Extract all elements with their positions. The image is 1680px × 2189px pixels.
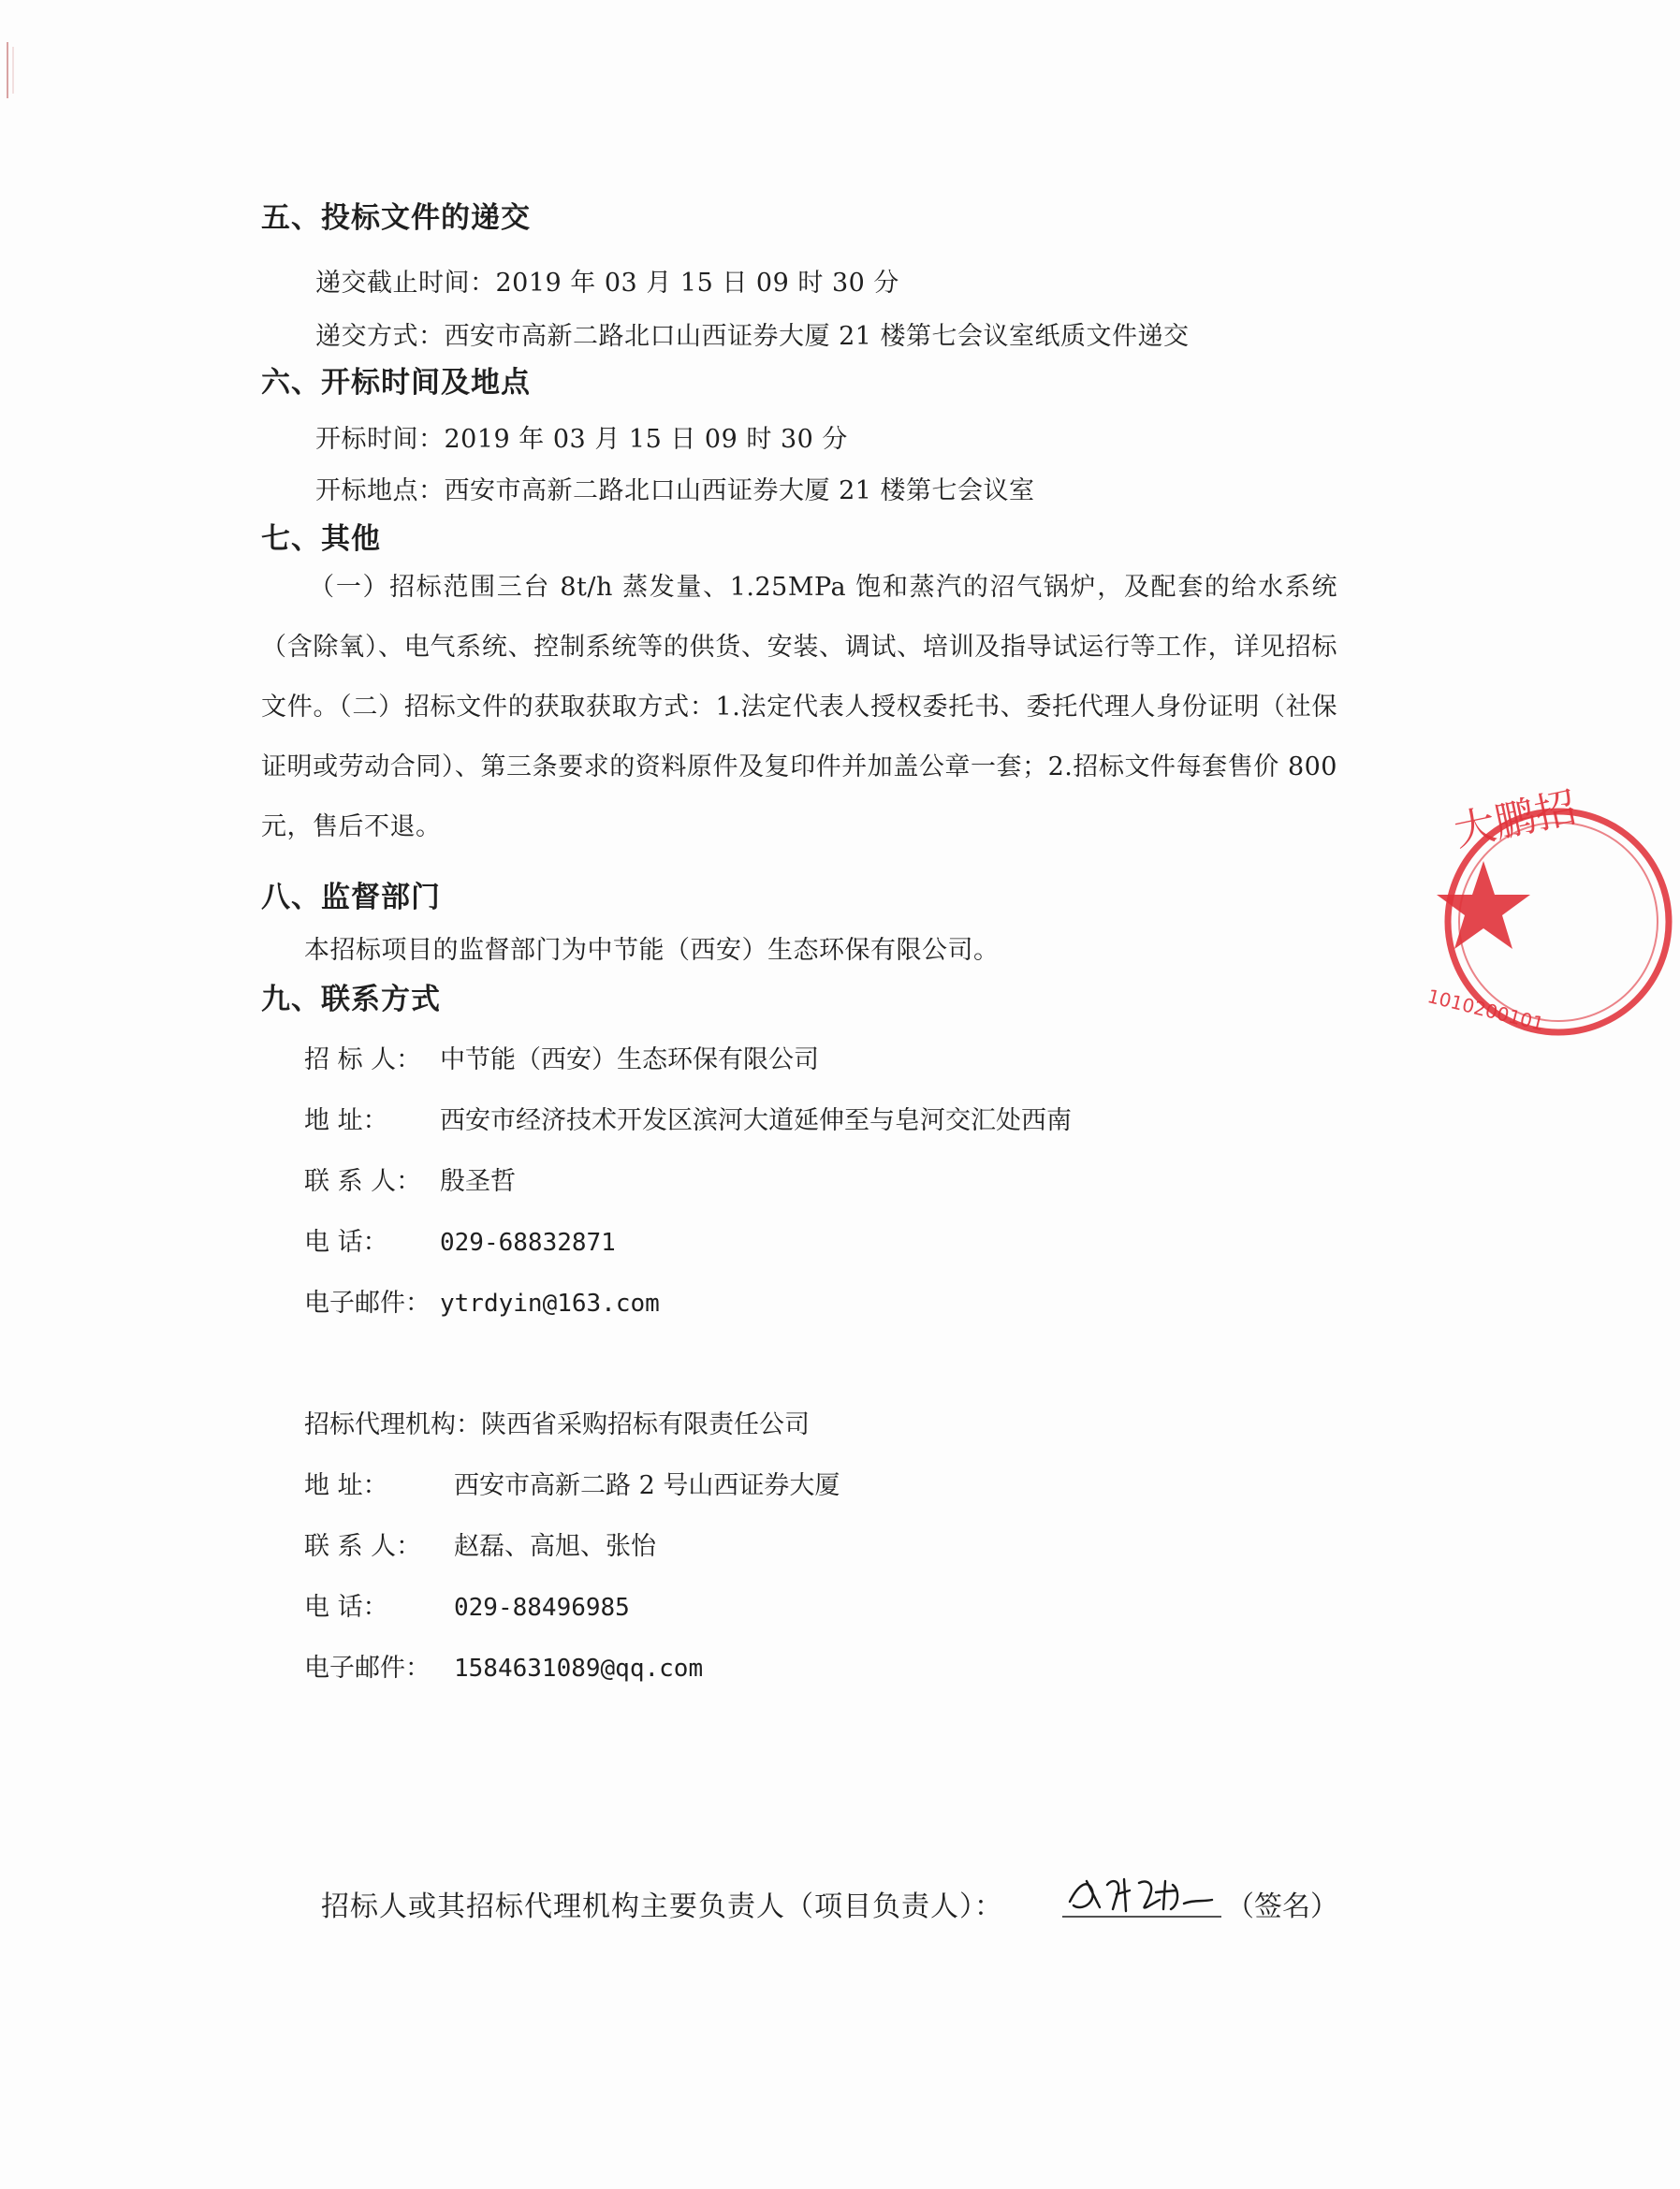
handwritten-signature (1062, 1862, 1221, 1928)
tenderer-address-row (304, 1100, 1072, 1136)
agency-contact-label: 联 系 人： (304, 1532, 422, 1561)
tenderer-contact: 殷圣哲 (440, 1167, 516, 1196)
agency-email-label: 电子邮件： (304, 1654, 431, 1683)
opening-time: 开标时间：2019 年 03 月 15 日 09 时 30 分 (315, 425, 848, 454)
agency-address: 西安市高新二路 2 号山西证券大厦 (454, 1471, 840, 1500)
tenderer-name: 中节能（西安）生态环保有限公司 (440, 1045, 819, 1074)
opening-place: 开标地点：西安市高新二路北口山西证券大厦 21 楼第七会议室 (315, 476, 1035, 505)
agency-contact-row (304, 1525, 656, 1562)
agency-email-row (304, 1647, 703, 1684)
submission-deadline: 递交截止时间：2019 年 03 月 15 日 09 时 30 分 (315, 269, 899, 298)
tenderer-contact-row (304, 1160, 516, 1197)
tenderer-phone-label: 电 话： (304, 1228, 388, 1257)
submission-method: 递交方式：西安市高新二路北口山西证券大厦 21 楼第七会议室纸质文件递交 (315, 322, 1190, 351)
section-5-title: 五、投标文件的递交 (261, 201, 531, 235)
tenderer-email-row (304, 1282, 660, 1319)
section-8-title: 八、监督部门 (261, 881, 441, 914)
section-7-title: 七、其他 (261, 522, 381, 556)
tenderer-name-label: 招 标 人： (304, 1045, 422, 1074)
section-7-text: （一）招标范围三台 8t/h 蒸发量、1.25MPa 饱和蒸汽的沼气锅炉，及配套的给水系统（含除氧）、电气系统、控制系统等的供货、安装、调试、培训及指导试运行等工作，详见招标文件。（二）招标文件的获取获取方式：1.法定代表人授权委托书、委托代理人身份证明（社保证明或劳动合同）、第三条要求的资料原件及复印件并加盖公章一套；2.招标文件每套售价 800 元，售后不退。 (261, 573, 1337, 841)
agency-phone: 029-88496985 (454, 1594, 630, 1622)
agency-address-row (304, 1465, 840, 1501)
agency-name-label: 招标代理机构： (304, 1410, 481, 1439)
section-6-title: 六、开标时间及地点 (261, 366, 531, 400)
signature-suffix: （签名） (1226, 1890, 1338, 1923)
agency-contact: 赵磊、高旭、张怡 (454, 1532, 656, 1561)
tenderer-phone-row (304, 1221, 616, 1258)
agency-name-row (304, 1404, 810, 1440)
section-7-paragraph (261, 558, 1337, 857)
official-seal-stamp (1424, 767, 1680, 1076)
tenderer-email-label: 电子邮件： (304, 1289, 431, 1318)
agency-phone-row (304, 1586, 630, 1623)
tenderer-email: ytrdyin@163.com (440, 1290, 660, 1318)
tenderer-contact-label: 联 系 人： (304, 1167, 422, 1196)
supervision-text: 本招标项目的监督部门为中节能（西安）生态环保有限公司。 (304, 936, 1000, 965)
tenderer-address: 西安市经济技术开发区滨河大道延伸至与皂河交汇处西南 (440, 1106, 1072, 1135)
agency-address-label: 地 址： (304, 1471, 388, 1500)
seal-serial-number: 1010200101 (1424, 985, 1547, 1036)
agency-email: 1584631089@qq.com (454, 1655, 704, 1683)
agency-phone-label: 电 话： (304, 1593, 388, 1622)
tenderer-name-row (304, 1039, 819, 1075)
seal-text-top: 大鹏招 (1450, 783, 1581, 856)
tenderer-address-label: 地 址： (304, 1106, 388, 1135)
signature-label: 招标人或其招标代理机构主要负责人（项目负责人）： (321, 1890, 1003, 1923)
scan-edge-mark (0, 42, 21, 98)
section-9-title: 九、联系方式 (261, 983, 441, 1016)
tenderer-phone: 029-68832871 (440, 1229, 616, 1257)
agency-name: 陕西省采购招标有限责任公司 (481, 1410, 810, 1439)
